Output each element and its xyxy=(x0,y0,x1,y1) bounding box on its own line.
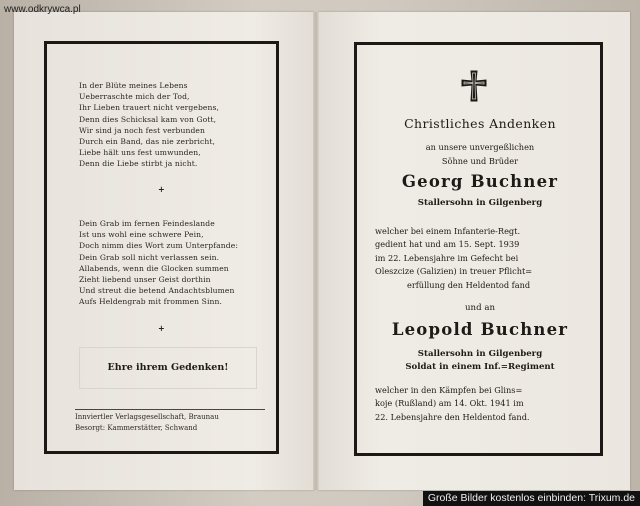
poem-line: Doch nimm dies Wort zum Unterpfande: xyxy=(79,241,238,251)
poem-line: Liebe hält uns fest umwunden, xyxy=(79,148,201,158)
text-leopold xyxy=(375,384,595,424)
subtitle-line: Söhne und Brüder xyxy=(441,156,519,166)
poem-line: Ihr Lieben trauert nicht vergebens, xyxy=(79,103,220,113)
role-leopold: Soldat in einem Inf.=Regiment xyxy=(405,362,555,372)
poem-line: Dein Grab soll nicht verlassen sein. xyxy=(79,252,220,262)
text-line: welcher in den Kämpfen bei Glins= xyxy=(375,385,523,395)
closing-line: Ehre ihrem Gedenken! xyxy=(79,347,257,389)
text-georg xyxy=(375,225,595,292)
poem-line: Ueberraschte mich der Tod, xyxy=(79,92,190,102)
poem-line: Wir sind ja noch fest verbunden xyxy=(79,125,206,135)
poem-line: Ist uns wohl eine schwere Pein, xyxy=(79,230,204,240)
text-line: Oleszcize (Galizien) in treuer Pflicht= xyxy=(375,266,533,277)
poem-stanza-2 xyxy=(79,218,269,308)
poem-stanza-1 xyxy=(79,80,269,170)
watermark-bottom: Große Bilder kostenlos einbinden: Trixum.de xyxy=(423,491,640,506)
text-line: welcher bei einem Infanterie-Regt. xyxy=(375,226,521,236)
small-cross-icon: + xyxy=(158,184,165,194)
connector: und an xyxy=(465,303,495,313)
name-leopold: Leopold Buchner xyxy=(391,320,569,339)
iron-cross-icon xyxy=(460,70,488,102)
poem-line: Und streut die betend Andachtsblumen xyxy=(79,286,235,296)
publisher-info xyxy=(75,412,275,433)
role-georg: Stallersohn in Gilgenberg xyxy=(417,198,543,208)
poem-line: Allabends, wenn die Glocken summen xyxy=(79,263,229,273)
poem-line: In der Blüte meines Lebens xyxy=(79,81,188,90)
publisher-line: Besorgt: Kammerstätter, Schwand xyxy=(75,423,198,432)
publisher-line: Innviertler Verlagsgesellschaft, Braunau xyxy=(75,413,219,421)
poem-line: Dein Grab im fernen Feindeslande xyxy=(79,219,215,228)
small-cross-icon: + xyxy=(158,323,165,333)
text-line: gedient hat und am 15. Sept. 1939 xyxy=(375,239,520,250)
poem-line: Denn dies Schicksal kam von Gott, xyxy=(79,114,217,124)
text-line: 22. Lebensjahre den Heldentod fand. xyxy=(375,411,530,422)
poem-line: Aufs Heldengrab mit frommen Sinn. xyxy=(79,297,223,307)
page-fold xyxy=(313,12,319,490)
poem-line: Denn die Liebe stirbt ja nicht. xyxy=(79,159,198,169)
watermark-top: www.odkrywca.pl xyxy=(4,4,81,15)
card-title: Christliches Andenken xyxy=(404,116,556,131)
name-georg: Georg Buchner xyxy=(401,172,559,191)
divider xyxy=(75,409,265,410)
poem-line: Zieht liebend unser Geist dorthin xyxy=(79,275,211,285)
poem-line: Durch ein Band, das nie zerbricht, xyxy=(79,137,216,147)
subtitle-line: an unsere unvergeßlichen xyxy=(425,142,535,152)
text-line: koje (Rußland) am 14. Okt. 1941 im xyxy=(375,398,524,409)
text-line: im 22. Lebensjahre im Gefecht bei xyxy=(375,252,519,263)
text-line: erfüllung den Heldentod fand xyxy=(407,279,531,290)
role-leopold: Stallersohn in Gilgenberg xyxy=(417,349,543,359)
